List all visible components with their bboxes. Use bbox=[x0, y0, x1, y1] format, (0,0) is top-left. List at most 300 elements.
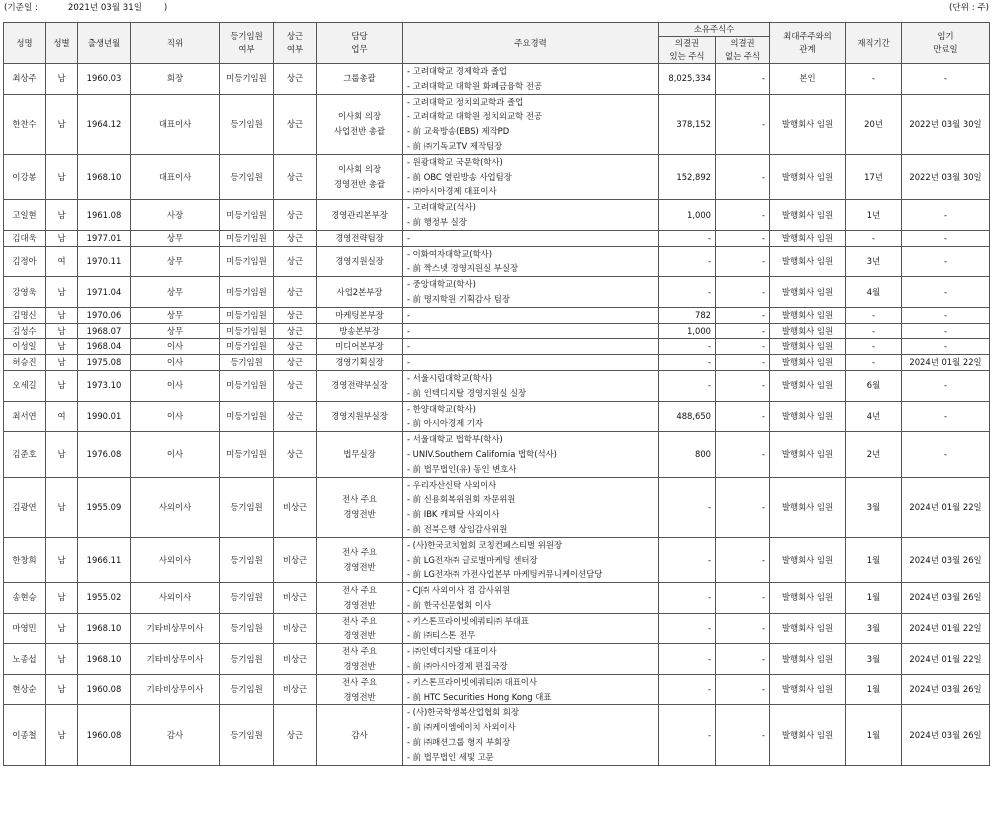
cell-voting-shares: 378,152 bbox=[659, 94, 716, 154]
cell-career bbox=[403, 200, 659, 231]
cell-tenure: 4월 bbox=[846, 277, 902, 308]
cell-tenure: - bbox=[846, 307, 902, 323]
cell-term: - bbox=[902, 370, 990, 401]
cell-fulltime: 상근 bbox=[274, 230, 317, 246]
cell-career-line: - 우리자산신탁 사외이사 bbox=[407, 479, 497, 490]
cell-fulltime: 상근 bbox=[274, 432, 317, 477]
cell-birth: 1968.10 bbox=[78, 613, 131, 644]
cell-term: - bbox=[902, 307, 990, 323]
cell-position: 기타비상무이사 bbox=[131, 674, 220, 705]
cell-fulltime: 상근 bbox=[274, 323, 317, 339]
cell-tenure: 2년 bbox=[846, 432, 902, 477]
cell-name: 김정아 bbox=[4, 246, 46, 277]
cell-name: 최서연 bbox=[4, 401, 46, 432]
cell-duty bbox=[317, 644, 403, 675]
cell-position: 기타비상무이사 bbox=[131, 613, 220, 644]
cell-duty-line: 방송본부장 bbox=[339, 325, 380, 336]
cell-career-line: - bbox=[407, 341, 411, 352]
cell-career-line: - UNIV.Southern California 법학(석사) bbox=[407, 448, 557, 459]
cell-name: 최상주 bbox=[4, 64, 46, 95]
cell-fulltime: 비상근 bbox=[274, 613, 317, 644]
cell-position: 상무 bbox=[131, 307, 220, 323]
cell-nonvoting-shares: - bbox=[716, 323, 770, 339]
cell-position: 사외이사 bbox=[131, 583, 220, 614]
cell-fulltime: 상근 bbox=[274, 64, 317, 95]
cell-relation: 발행회사 임원 bbox=[770, 613, 846, 644]
cell-term: - bbox=[902, 323, 990, 339]
col-term: 임기 만료일 bbox=[902, 23, 990, 64]
cell-relation: 발행회사 임원 bbox=[770, 355, 846, 371]
table-row bbox=[4, 277, 990, 308]
cell-name: 한창희 bbox=[4, 537, 46, 582]
cell-tenure: 3월 bbox=[846, 644, 902, 675]
cell-gender: 남 bbox=[46, 339, 78, 355]
cell-nonvoting-shares: - bbox=[716, 613, 770, 644]
col-name: 성명 bbox=[4, 23, 46, 64]
cell-duty bbox=[317, 339, 403, 355]
cell-birth: 1970.11 bbox=[78, 246, 131, 277]
cell-registered: 미등기임원 bbox=[220, 230, 274, 246]
table-row bbox=[4, 355, 990, 371]
cell-gender: 남 bbox=[46, 200, 78, 231]
cell-tenure: 6월 bbox=[846, 370, 902, 401]
cell-gender: 남 bbox=[46, 94, 78, 154]
cell-tenure: 1월 bbox=[846, 583, 902, 614]
cell-fulltime: 비상근 bbox=[274, 537, 317, 582]
cell-career bbox=[403, 370, 659, 401]
cell-nonvoting-shares: - bbox=[716, 432, 770, 477]
cell-relation: 발행회사 임원 bbox=[770, 674, 846, 705]
cell-fulltime: 비상근 bbox=[274, 583, 317, 614]
cell-career-line: - 前 신용회복위원회 자문위원 bbox=[407, 494, 516, 505]
cell-career-line: - 前 아시아경제 기자 bbox=[407, 418, 484, 429]
cell-relation: 발행회사 임원 bbox=[770, 323, 846, 339]
cell-career-line: - (사)한국코치협회 코칭컨페스티벌 위원장 bbox=[407, 539, 563, 550]
cell-duty bbox=[317, 401, 403, 432]
cell-position: 상무 bbox=[131, 323, 220, 339]
cell-duty-line: 이사회 의장 bbox=[337, 164, 382, 175]
cell-position: 대표이사 bbox=[131, 94, 220, 154]
cell-duty-line: 사업전반 총괄 bbox=[333, 126, 386, 137]
cell-career bbox=[403, 644, 659, 675]
cell-voting-shares: - bbox=[659, 583, 716, 614]
cell-career bbox=[403, 355, 659, 371]
cell-registered: 등기임원 bbox=[220, 94, 274, 154]
cell-fulltime: 상근 bbox=[274, 705, 317, 765]
cell-career bbox=[403, 583, 659, 614]
cell-duty bbox=[317, 200, 403, 231]
cell-name: 허승진 bbox=[4, 355, 46, 371]
cell-nonvoting-shares: - bbox=[716, 230, 770, 246]
cell-career-line: - 前 법무법인 세빛 고문 bbox=[407, 751, 494, 762]
cell-career-line: - CJ㈜ 사외이사 겸 감사위원 bbox=[407, 585, 511, 596]
table-row bbox=[4, 370, 990, 401]
cell-relation: 발행회사 임원 bbox=[770, 370, 846, 401]
cell-career-line: - 前 ㈜기독교TV 제작팀장 bbox=[407, 140, 503, 151]
cell-name: 김광연 bbox=[4, 477, 46, 537]
cell-relation: 발행회사 임원 bbox=[770, 401, 846, 432]
cell-term: - bbox=[902, 246, 990, 277]
table-row bbox=[4, 613, 990, 644]
cell-name: 강영욱 bbox=[4, 277, 46, 308]
cell-voting-shares: - bbox=[659, 537, 716, 582]
cell-fulltime: 상근 bbox=[274, 200, 317, 231]
cell-term: - bbox=[902, 64, 990, 95]
cell-registered: 미등기임원 bbox=[220, 401, 274, 432]
cell-career-line: - 고려대학교 대학원 정치외교학 전공 bbox=[407, 111, 543, 122]
table-row bbox=[4, 583, 990, 614]
cell-career-line: - 前 한국신문협회 이사 bbox=[407, 599, 492, 610]
cell-relation: 발행회사 임원 bbox=[770, 705, 846, 765]
cell-career-line: - 前 ㈜패션그룹 형지 부회장 bbox=[407, 737, 511, 748]
cell-duty bbox=[317, 94, 403, 154]
cell-voting-shares: - bbox=[659, 674, 716, 705]
cell-relation: 발행회사 임원 bbox=[770, 154, 846, 199]
cell-career-line: - (사)한국학생복산업협회 회장 bbox=[407, 707, 519, 718]
cell-fulltime: 상근 bbox=[274, 401, 317, 432]
cell-duty-line: 미디어본부장 bbox=[335, 341, 384, 352]
cell-term: 2024년 03월 26일 bbox=[902, 537, 990, 582]
cell-career-line: - 고려대학교 대학원 화폐금융학 전공 bbox=[407, 80, 543, 91]
cell-birth: 1977.01 bbox=[78, 230, 131, 246]
cell-registered: 등기임원 bbox=[220, 705, 274, 765]
cell-nonvoting-shares: - bbox=[716, 64, 770, 95]
cell-gender: 남 bbox=[46, 355, 78, 371]
cell-term: 2024년 01월 22일 bbox=[902, 477, 990, 537]
cell-registered: 미등기임원 bbox=[220, 370, 274, 401]
cell-tenure: - bbox=[846, 355, 902, 371]
cell-career-line: - bbox=[407, 357, 411, 368]
table-row bbox=[4, 154, 990, 199]
cell-career bbox=[403, 613, 659, 644]
cell-career bbox=[403, 277, 659, 308]
table-row bbox=[4, 674, 990, 705]
col-fulltime: 상근 여부 bbox=[274, 23, 317, 64]
cell-name: 오세길 bbox=[4, 370, 46, 401]
cell-gender: 남 bbox=[46, 64, 78, 95]
cell-registered: 미등기임원 bbox=[220, 432, 274, 477]
cell-registered: 등기임원 bbox=[220, 355, 274, 371]
cell-voting-shares: 488,650 bbox=[659, 401, 716, 432]
cell-career bbox=[403, 339, 659, 355]
cell-gender: 남 bbox=[46, 674, 78, 705]
cell-gender: 남 bbox=[46, 477, 78, 537]
cell-relation: 발행회사 임원 bbox=[770, 230, 846, 246]
cell-position: 대표이사 bbox=[131, 154, 220, 199]
cell-position: 이사 bbox=[131, 355, 220, 371]
table-row bbox=[4, 537, 990, 582]
col-career: 주요경력 bbox=[403, 23, 659, 64]
cell-voting-shares: - bbox=[659, 230, 716, 246]
cell-career-line: - ㈜아시아경제 대표이사 bbox=[407, 186, 497, 197]
cell-voting-shares: 800 bbox=[659, 432, 716, 477]
cell-voting-shares: - bbox=[659, 705, 716, 765]
cell-nonvoting-shares: - bbox=[716, 277, 770, 308]
cell-relation: 발행회사 임원 bbox=[770, 277, 846, 308]
cell-career-line: - 이화여자대학교(학사) bbox=[407, 248, 493, 259]
cell-gender: 여 bbox=[46, 246, 78, 277]
cell-career-line: - 중앙대학교(학사) bbox=[407, 279, 476, 290]
cell-duty-line: 전사 주요 bbox=[341, 615, 378, 626]
cell-tenure: - bbox=[846, 64, 902, 95]
cell-career bbox=[403, 432, 659, 477]
cell-gender: 남 bbox=[46, 705, 78, 765]
cell-career-line: - 前 IBK 캐피탈 사외이사 bbox=[407, 509, 500, 520]
cell-position: 사외이사 bbox=[131, 537, 220, 582]
cell-nonvoting-shares: - bbox=[716, 477, 770, 537]
cell-nonvoting-shares: - bbox=[716, 583, 770, 614]
cell-relation: 발행회사 임원 bbox=[770, 432, 846, 477]
cell-nonvoting-shares: - bbox=[716, 644, 770, 675]
cell-birth: 1960.08 bbox=[78, 705, 131, 765]
cell-term: - bbox=[902, 200, 990, 231]
cell-duty-line: 전사 주요 bbox=[341, 494, 378, 505]
cell-name: 현상순 bbox=[4, 674, 46, 705]
cell-nonvoting-shares: - bbox=[716, 200, 770, 231]
cell-career bbox=[403, 230, 659, 246]
cell-position: 감사 bbox=[131, 705, 220, 765]
cell-voting-shares: - bbox=[659, 355, 716, 371]
cell-relation: 발행회사 임원 bbox=[770, 537, 846, 582]
cell-nonvoting-shares: - bbox=[716, 307, 770, 323]
cell-duty bbox=[317, 477, 403, 537]
cell-birth: 1970.06 bbox=[78, 307, 131, 323]
col-duty: 담당 업무 bbox=[317, 23, 403, 64]
cell-relation: 발행회사 임원 bbox=[770, 94, 846, 154]
cell-fulltime: 비상근 bbox=[274, 674, 317, 705]
cell-career-line: - ㈜인텍디지탈 대표이사 bbox=[407, 646, 497, 657]
cell-career bbox=[403, 307, 659, 323]
cell-registered: 미등기임원 bbox=[220, 200, 274, 231]
cell-name: 노종섭 bbox=[4, 644, 46, 675]
cell-duty bbox=[317, 307, 403, 323]
col-shares: 소유주식수 bbox=[659, 23, 770, 37]
cell-duty-line: 경영지원부실장 bbox=[331, 410, 388, 421]
cell-nonvoting-shares: - bbox=[716, 154, 770, 199]
cell-duty-line: 경영전반 bbox=[343, 691, 376, 702]
cell-relation: 발행회사 임원 bbox=[770, 246, 846, 277]
cell-position: 사장 bbox=[131, 200, 220, 231]
cell-career-line: - 고려대학교(석사) bbox=[407, 202, 476, 213]
table-row bbox=[4, 477, 990, 537]
cell-position: 상무 bbox=[131, 246, 220, 277]
cell-gender: 남 bbox=[46, 230, 78, 246]
col-tenure: 재직기간 bbox=[846, 23, 902, 64]
cell-birth: 1968.10 bbox=[78, 644, 131, 675]
cell-name: 이종철 bbox=[4, 705, 46, 765]
cell-position: 이사 bbox=[131, 432, 220, 477]
cell-duty-line: 경영전략팀장 bbox=[335, 232, 384, 243]
cell-career-line: - 한양대학교(학사) bbox=[407, 403, 476, 414]
cell-name: 이성일 bbox=[4, 339, 46, 355]
cell-voting-shares: - bbox=[659, 644, 716, 675]
cell-duty-line: 전사 주요 bbox=[341, 547, 378, 558]
cell-career bbox=[403, 401, 659, 432]
cell-duty-line: 경영전략부실장 bbox=[331, 380, 388, 391]
table-row bbox=[4, 246, 990, 277]
cell-position: 상무 bbox=[131, 277, 220, 308]
table-row bbox=[4, 64, 990, 95]
cell-career bbox=[403, 477, 659, 537]
cell-duty-line: 그룹총괄 bbox=[343, 73, 376, 84]
cell-career-line: - 前 LG전자㈜ 글로벌마케팅 센터장 bbox=[407, 554, 538, 565]
cell-career-line: - 고려대학교 경제학과 졸업 bbox=[407, 66, 508, 76]
cell-term: 2024년 01월 22일 bbox=[902, 644, 990, 675]
cell-birth: 1968.10 bbox=[78, 154, 131, 199]
cell-fulltime: 상근 bbox=[274, 370, 317, 401]
cell-duty bbox=[317, 674, 403, 705]
cell-term: 2024년 01월 22일 bbox=[902, 355, 990, 371]
cell-birth: 1976.08 bbox=[78, 432, 131, 477]
cell-voting-shares: - bbox=[659, 477, 716, 537]
cell-tenure: 1월 bbox=[846, 705, 902, 765]
col-gender: 성별 bbox=[46, 23, 78, 64]
cell-career bbox=[403, 154, 659, 199]
cell-tenure: - bbox=[846, 323, 902, 339]
cell-career bbox=[403, 64, 659, 95]
cell-relation: 발행회사 임원 bbox=[770, 644, 846, 675]
cell-term: - bbox=[902, 339, 990, 355]
cell-birth: 1990.01 bbox=[78, 401, 131, 432]
cell-career-line: - 前 OBC 열린방송 사업팀장 bbox=[407, 171, 512, 182]
table-row bbox=[4, 230, 990, 246]
cell-career-line: - 前 ㈜티스톤 전무 bbox=[407, 630, 476, 641]
cell-duty bbox=[317, 705, 403, 765]
cell-duty-line: 경영전반 bbox=[343, 509, 376, 520]
cell-nonvoting-shares: - bbox=[716, 537, 770, 582]
cell-duty bbox=[317, 323, 403, 339]
cell-name: 김대욱 bbox=[4, 230, 46, 246]
cell-birth: 1955.09 bbox=[78, 477, 131, 537]
cell-birth: 1960.08 bbox=[78, 674, 131, 705]
base-date: (기준일 : 2021년 03월 31일 ) bbox=[4, 3, 168, 13]
cell-career-line: - 前 ㈜아시아경제 편집국장 bbox=[407, 661, 508, 672]
cell-duty bbox=[317, 537, 403, 582]
cell-name: 김성수 bbox=[4, 323, 46, 339]
cell-name: 송현승 bbox=[4, 583, 46, 614]
executives-table bbox=[3, 22, 990, 766]
cell-fulltime: 상근 bbox=[274, 246, 317, 277]
cell-gender: 남 bbox=[46, 537, 78, 582]
cell-duty-line: 사업2본부장 bbox=[336, 286, 383, 297]
cell-relation: 발행회사 임원 bbox=[770, 583, 846, 614]
cell-fulltime: 상근 bbox=[274, 154, 317, 199]
cell-career-line: - bbox=[407, 325, 411, 336]
cell-relation: 발행회사 임원 bbox=[770, 477, 846, 537]
cell-career-line: - 前 인텍디지탈 경영지원실 실장 bbox=[407, 387, 527, 398]
cell-career-line: - 서울시립대학교(학사) bbox=[407, 372, 493, 383]
cell-duty bbox=[317, 370, 403, 401]
cell-career-line: - 키스톤프라이빗에쿼티㈜ 대표이사 bbox=[407, 676, 537, 687]
cell-term: 2022년 03월 30일 bbox=[902, 94, 990, 154]
cell-term: 2022년 03월 30일 bbox=[902, 154, 990, 199]
cell-career-line: - 前 교육방송(EBS) 제작PD bbox=[407, 126, 510, 137]
cell-fulltime: 비상근 bbox=[274, 644, 317, 675]
cell-registered: 미등기임원 bbox=[220, 307, 274, 323]
cell-birth: 1955.02 bbox=[78, 583, 131, 614]
cell-gender: 남 bbox=[46, 583, 78, 614]
col-position: 직위 bbox=[131, 23, 220, 64]
cell-registered: 등기임원 bbox=[220, 644, 274, 675]
cell-career-line: - 前 법무법인(유) 동인 변호사 bbox=[407, 463, 517, 474]
cell-tenure: 1월 bbox=[846, 537, 902, 582]
cell-duty bbox=[317, 277, 403, 308]
cell-nonvoting-shares: - bbox=[716, 94, 770, 154]
cell-career-line: - 서울대학교 법학부(학사) bbox=[407, 434, 503, 445]
cell-tenure: 3월 bbox=[846, 477, 902, 537]
col-relation: 최대주주와의 관계 bbox=[770, 23, 846, 64]
cell-career bbox=[403, 537, 659, 582]
cell-tenure: 3월 bbox=[846, 613, 902, 644]
cell-name: 이강봉 bbox=[4, 154, 46, 199]
table-row bbox=[4, 401, 990, 432]
col-voting: 의결권 있는 주식 bbox=[659, 37, 716, 64]
cell-position: 기타비상무이사 bbox=[131, 644, 220, 675]
cell-term: 2024년 03월 26일 bbox=[902, 705, 990, 765]
cell-gender: 남 bbox=[46, 307, 78, 323]
cell-tenure: - bbox=[846, 339, 902, 355]
cell-registered: 등기임원 bbox=[220, 154, 274, 199]
cell-fulltime: 상근 bbox=[274, 94, 317, 154]
cell-voting-shares: 782 bbox=[659, 307, 716, 323]
cell-nonvoting-shares: - bbox=[716, 674, 770, 705]
cell-duty-line: 법무실장 bbox=[343, 448, 376, 459]
cell-career bbox=[403, 94, 659, 154]
cell-term: 2024년 03월 26일 bbox=[902, 674, 990, 705]
cell-duty-line: 전사 주요 bbox=[341, 646, 378, 657]
cell-registered: 미등기임원 bbox=[220, 64, 274, 95]
cell-fulltime: 비상근 bbox=[274, 477, 317, 537]
cell-registered: 등기임원 bbox=[220, 477, 274, 537]
cell-voting-shares: 8,025,334 bbox=[659, 64, 716, 95]
cell-duty-line: 경영전반 bbox=[343, 661, 376, 672]
cell-career-line: - 원광대학교 국문학(학사) bbox=[407, 156, 503, 167]
cell-career bbox=[403, 323, 659, 339]
cell-position: 이사 bbox=[131, 401, 220, 432]
cell-term: - bbox=[902, 401, 990, 432]
col-registered: 등기임원 여부 bbox=[220, 23, 274, 64]
cell-tenure: 20년 bbox=[846, 94, 902, 154]
cell-registered: 미등기임원 bbox=[220, 323, 274, 339]
cell-nonvoting-shares: - bbox=[716, 370, 770, 401]
cell-career-line: - 前 행정부 실장 bbox=[407, 216, 467, 227]
cell-term: 2024년 03월 26일 bbox=[902, 583, 990, 614]
cell-duty-line: 경영전반 bbox=[343, 599, 376, 610]
cell-gender: 남 bbox=[46, 277, 78, 308]
cell-gender: 남 bbox=[46, 644, 78, 675]
cell-registered: 미등기임원 bbox=[220, 277, 274, 308]
cell-duty bbox=[317, 355, 403, 371]
cell-position: 사외이사 bbox=[131, 477, 220, 537]
cell-birth: 1966.11 bbox=[78, 537, 131, 582]
cell-duty bbox=[317, 432, 403, 477]
cell-registered: 미등기임원 bbox=[220, 339, 274, 355]
cell-duty bbox=[317, 583, 403, 614]
cell-fulltime: 상근 bbox=[274, 355, 317, 371]
cell-career-line: - 前 명지학원 기획감사 팀장 bbox=[407, 293, 510, 304]
cell-tenure: - bbox=[846, 230, 902, 246]
cell-career bbox=[403, 674, 659, 705]
cell-name: 마영민 bbox=[4, 613, 46, 644]
cell-tenure: 1월 bbox=[846, 674, 902, 705]
cell-nonvoting-shares: - bbox=[716, 339, 770, 355]
cell-registered: 등기임원 bbox=[220, 537, 274, 582]
cell-birth: 1975.08 bbox=[78, 355, 131, 371]
cell-term: - bbox=[902, 230, 990, 246]
table-row bbox=[4, 307, 990, 323]
cell-relation: 발행회사 임원 bbox=[770, 200, 846, 231]
cell-registered: 등기임원 bbox=[220, 674, 274, 705]
